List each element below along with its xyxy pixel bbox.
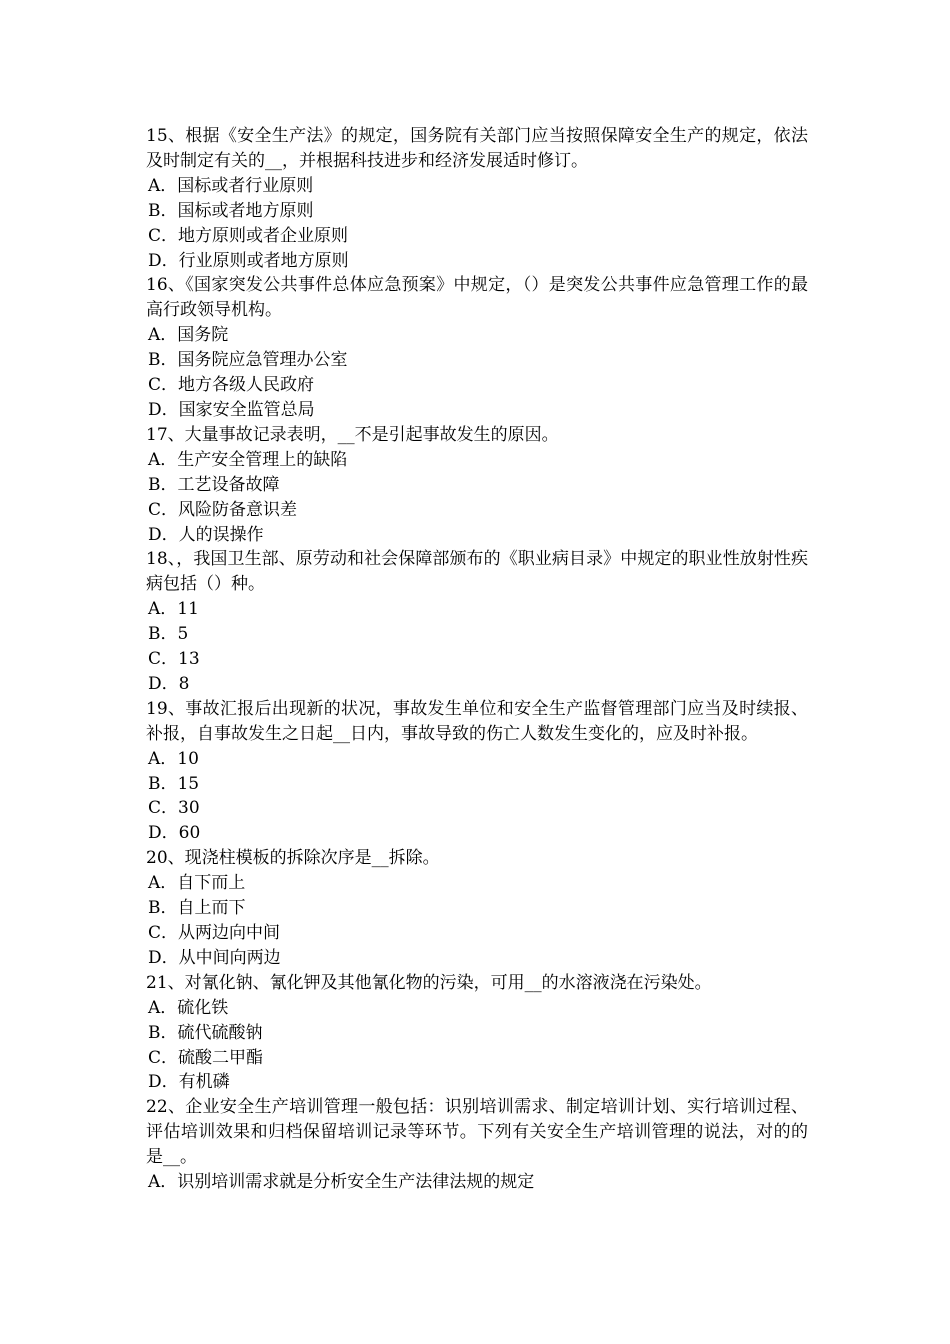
option-a: A．识别培训需求就是分析安全生产法律法规的规定 [148,1172,535,1193]
option-c: C．30 [148,798,200,819]
option-c: C．13 [148,649,200,670]
option-c: C．地方各级人民政府 [148,375,315,396]
option-b: B．硫代硫酸钠 [148,1022,263,1043]
option-a: A．自下而上 [148,873,246,894]
option-b: B．自上而下 [148,898,246,919]
option-b: B．工艺设备故障 [148,474,280,495]
option-a: A．硫化铁 [148,997,229,1018]
option-list [146,1170,808,1195]
option-a: A．国务院 [148,325,229,346]
option-d: D．人的误操作 [148,524,264,545]
option-d: D．60 [148,823,201,844]
question-19 [146,697,808,846]
question-22 [146,1095,808,1195]
question-text: 15、根据《安全生产法》的规定，国务院有关部门应当按照保障安全生产的规定，依法及时制定有关的__，并根据科技进步和经济发展适时修订。 [146,126,808,171]
option-d: D．从中间向两边 [148,947,281,968]
question-18 [146,547,808,696]
option-a: A．11 [148,599,199,620]
option-d: D．8 [148,673,190,694]
option-list [146,996,808,1096]
question-text: 20、现浇柱模板的拆除次序是__拆除。 [146,848,440,869]
option-a: A．生产安全管理上的缺陷 [148,449,348,470]
option-list [146,174,808,274]
option-d: D．有机磷 [148,1072,230,1093]
question-text: 19、事故汇报后出现新的状况，事故发生单位和安全生产监督管理部门应当及时续报、补报，自事故发生之日起__日内，事故导致的伤亡人数发生变化的，应及时补报。 [146,698,808,744]
option-list [146,448,808,548]
question-text: 21、对氰化钠、氰化钾及其他氰化物的污染，可用__的水溶液浇在污染处。 [146,972,712,993]
option-list [146,747,808,847]
question-21 [146,971,808,1096]
option-d: D．行业原则或者地方原则 [148,250,349,271]
question-17 [146,423,808,548]
option-c: C．地方原则或者企业原则 [148,225,349,246]
option-b: B．15 [148,773,200,794]
option-b: B．5 [148,624,189,645]
question-list [146,124,808,1195]
option-a: A．10 [148,748,199,769]
question-16 [146,273,808,422]
option-b: B．国务院应急管理办公室 [148,350,348,371]
option-d: D．国家安全监管总局 [148,399,315,420]
option-b: B．国标或者地方原则 [148,200,314,221]
question-20 [146,846,808,971]
option-c: C．硫酸二甲酯 [148,1047,264,1068]
question-text: 17、大量事故记录表明，__不是引起事故发生的原因。 [146,424,559,445]
option-a: A．国标或者行业原则 [148,175,314,196]
question-text: 22、企业安全生产培训管理一般包括：识别培训需求、制定培训计划、实行培训过程、评估培训效果和归档保留培训记录等环节。下列有关安全生产培训管理的说法，对的的是__。 [146,1097,808,1168]
question-15 [146,124,808,273]
option-list [146,323,808,423]
option-list [146,871,808,971]
option-c: C．风险防备意识差 [148,499,298,520]
option-c: C．从两边向中间 [148,923,281,943]
question-text: 18、，我国卫生部、原劳动和社会保障部颁布的《职业病目录》中规定的职业性放射性疾病包括（）种。 [146,549,808,595]
question-text: 16、《国家突发公共事件总体应急预案》中规定，（）是突发公共事件应急管理工作的最高行政领导机构。 [146,275,808,321]
option-list [146,597,808,697]
